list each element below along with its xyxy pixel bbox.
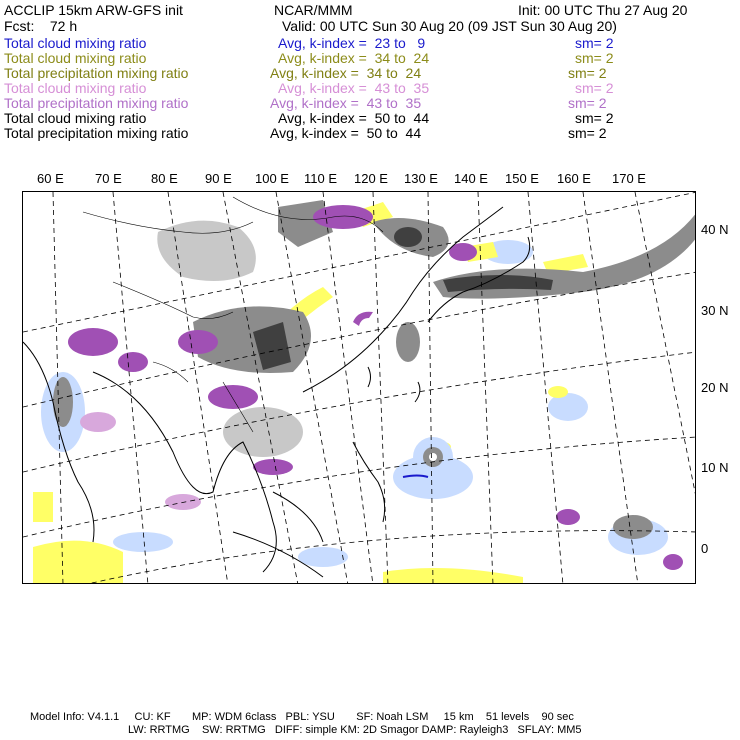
lon-label-170e: 170 E [612,171,646,186]
field-2-name: Total precipitation mixing ratio [4,65,189,81]
organization: NCAR/MMM [274,2,353,18]
field-1-name: Total cloud mixing ratio [4,50,147,66]
field-6-name: Total precipitation mixing ratio [4,125,189,141]
field-5-name: Total cloud mixing ratio [4,110,147,126]
lon-label-110e: 110 E [304,171,338,186]
model-info-line-1: Model Info: V4.1.1 CU: KF MP: WDM 6class PBL: YSU SF: Noah LSM 15 km 51 levels 90 sec [30,711,574,723]
forecast-hour: Fcst: 72 h [4,18,78,34]
field-3-name: Total cloud mixing ratio [4,80,147,96]
lat-label-10n: 10 N [701,460,729,475]
field-2-sm: sm= 2 [568,65,607,81]
coastlines [23,207,530,577]
field-2-avg: Avg, k-index = 34 to 24 [270,65,422,81]
lat-label-40n: 40 N [701,222,729,237]
field-0-avg: Avg, k-index = 23 to 9 [278,35,426,51]
lon-label-80e: 80 E [151,171,178,186]
model-title: ACCLIP 15km ARW-GFS init [4,2,183,18]
map-panel [22,191,696,584]
field-1-sm: sm= 2 [575,50,614,66]
field-5-sm: sm= 2 [575,110,614,126]
lon-label-90e: 90 E [205,171,232,186]
lat-label-0: 0 [701,541,709,556]
graticule [23,192,696,584]
field-3-sm: sm= 2 [575,80,614,96]
field-6-sm: sm= 2 [568,125,607,141]
lon-label-130e: 130 E [404,171,438,186]
lon-label-150e: 150 E [505,171,539,186]
field-5-avg: Avg, k-index = 50 to 44 [278,110,430,126]
lon-label-160e: 160 E [557,171,591,186]
init-time: Init: 00 UTC Thu 27 Aug 20 [518,2,688,18]
lat-label-30n: 30 N [701,303,729,318]
field-4-sm: sm= 2 [568,95,607,111]
lon-label-100e: 100 E [255,171,289,186]
field-1-avg: Avg, k-index = 34 to 24 [278,50,430,66]
lon-label-120e: 120 E [354,171,388,186]
field-0-sm: sm= 2 [575,35,614,51]
map-canvas [23,192,696,584]
field-6-avg: Avg, k-index = 50 to 44 [270,125,422,141]
field-4-avg: Avg, k-index = 43 to 35 [270,95,422,111]
lon-label-140e: 140 E [454,171,488,186]
gray-cloud-layer [53,200,696,539]
lon-label-70e: 70 E [95,171,122,186]
field-3-avg: Avg, k-index = 43 to 35 [278,80,430,96]
field-0-name: Total cloud mixing ratio [4,35,147,51]
field-4-name: Total precipitation mixing ratio [4,95,189,111]
valid-time: Valid: 00 UTC Sun 30 Aug 20 (09 JST Sun 30 Aug 20) [282,18,617,34]
lat-label-20n: 20 N [701,380,729,395]
model-info-line-2: LW: RRTMG SW: RRTMG DIFF: simple KM: 2D Smagor DAMP: Rayleigh3 SFLAY: MM5 [128,724,582,736]
lon-label-60e: 60 E [37,171,64,186]
